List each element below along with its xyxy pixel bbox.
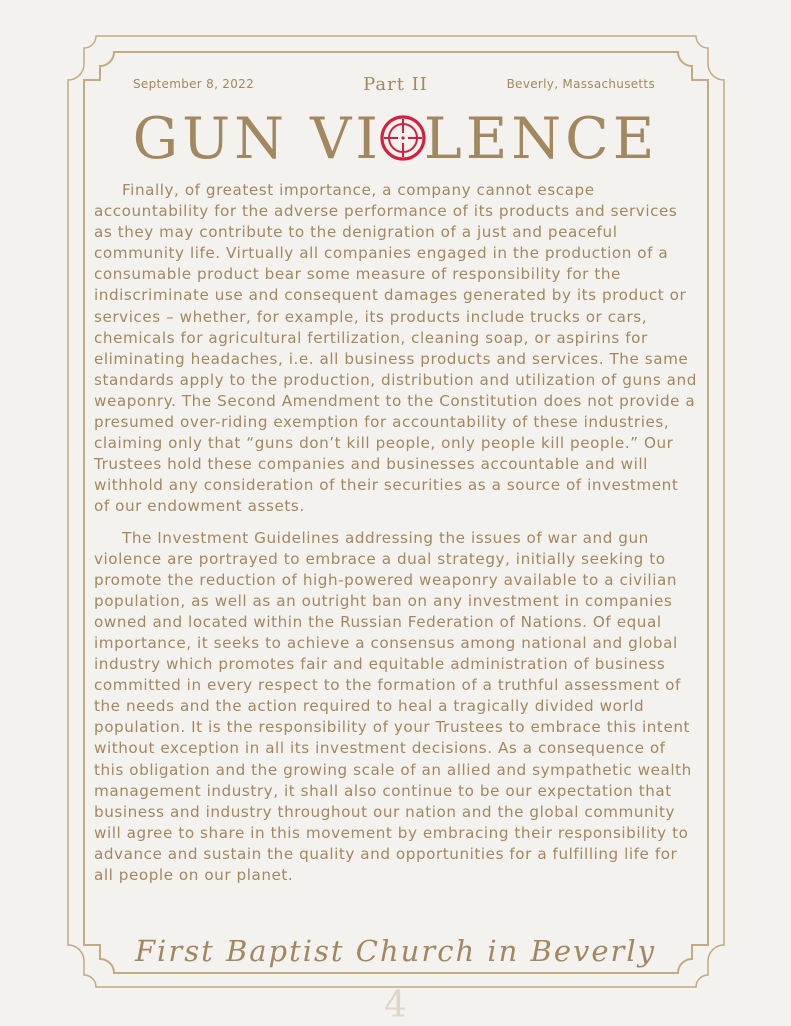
page-number: 4 [384,985,407,1026]
part-label: Part II [363,74,428,95]
title-text-start: GUN VI [132,106,382,172]
article-body [94,180,699,886]
title-text-end: LENCE [423,106,659,172]
paragraph: Finally, of greatest importance, a company cannot escape accountability for the adverse performance of its products and services as they may contribute to the denigration of a just and peaceful community life. Virtually all companies engaged in the production of a consumable product bear some measure of responsibility for the indiscriminate use and consequent damages generated by its product or services – whether, for example, its products include trucks or cars, chemicals for agricultural fertilization, cleaning soap, or aspirins for eliminating headaches, i.e. all business products and services. The same standards apply to the production, distribution and utilization of guns and weaponry. The Second Amendment to the Constitution does not provide a presumed over-riding exemption for accountability of these industries, claiming only that “guns don’t kill people, only people kill people.” Our Trustees hold these companies and businesses accountable and will withhold any consideration of their securities as a source of investment of our endowment assets. [94,181,697,516]
page-title [0,104,791,174]
crosshair-scope-icon [380,115,426,161]
issue-date: September 8, 2022 [133,77,255,91]
issue-location: Beverly, Massachusetts [506,77,655,91]
church-name-footer: First Baptist Church in Beverly [134,934,657,968]
paragraph: The Investment Guidelines addressing the issues of war and gun violence are portrayed to embrace a dual strategy, initially seeking to promote the reduction of high-powered weaponry available to a civilian population, as well as an outright ban on any investment in companies owned and located within the Russian Federation of Nations. Of equal importance, it seeks to achieve a consensus among national and global industry which promotes fair and equitable administration of business committed in every respect to the formation of a truthful assessment of the needs and the action required to heal a tragically divided world population. It is the responsibility of your Trustees to embrace this intent without exception in all its investment decisions. As a consequence of this obligation and the growing scale of an allied and sympathetic wealth management industry, it shall also continue to be our expectation that business and industry throughout our nation and the global community will agree to share in this movement by embracing their responsibility to advance and sustain the quality and opportunities for a fulfilling life for all people on our planet. [94,528,692,884]
